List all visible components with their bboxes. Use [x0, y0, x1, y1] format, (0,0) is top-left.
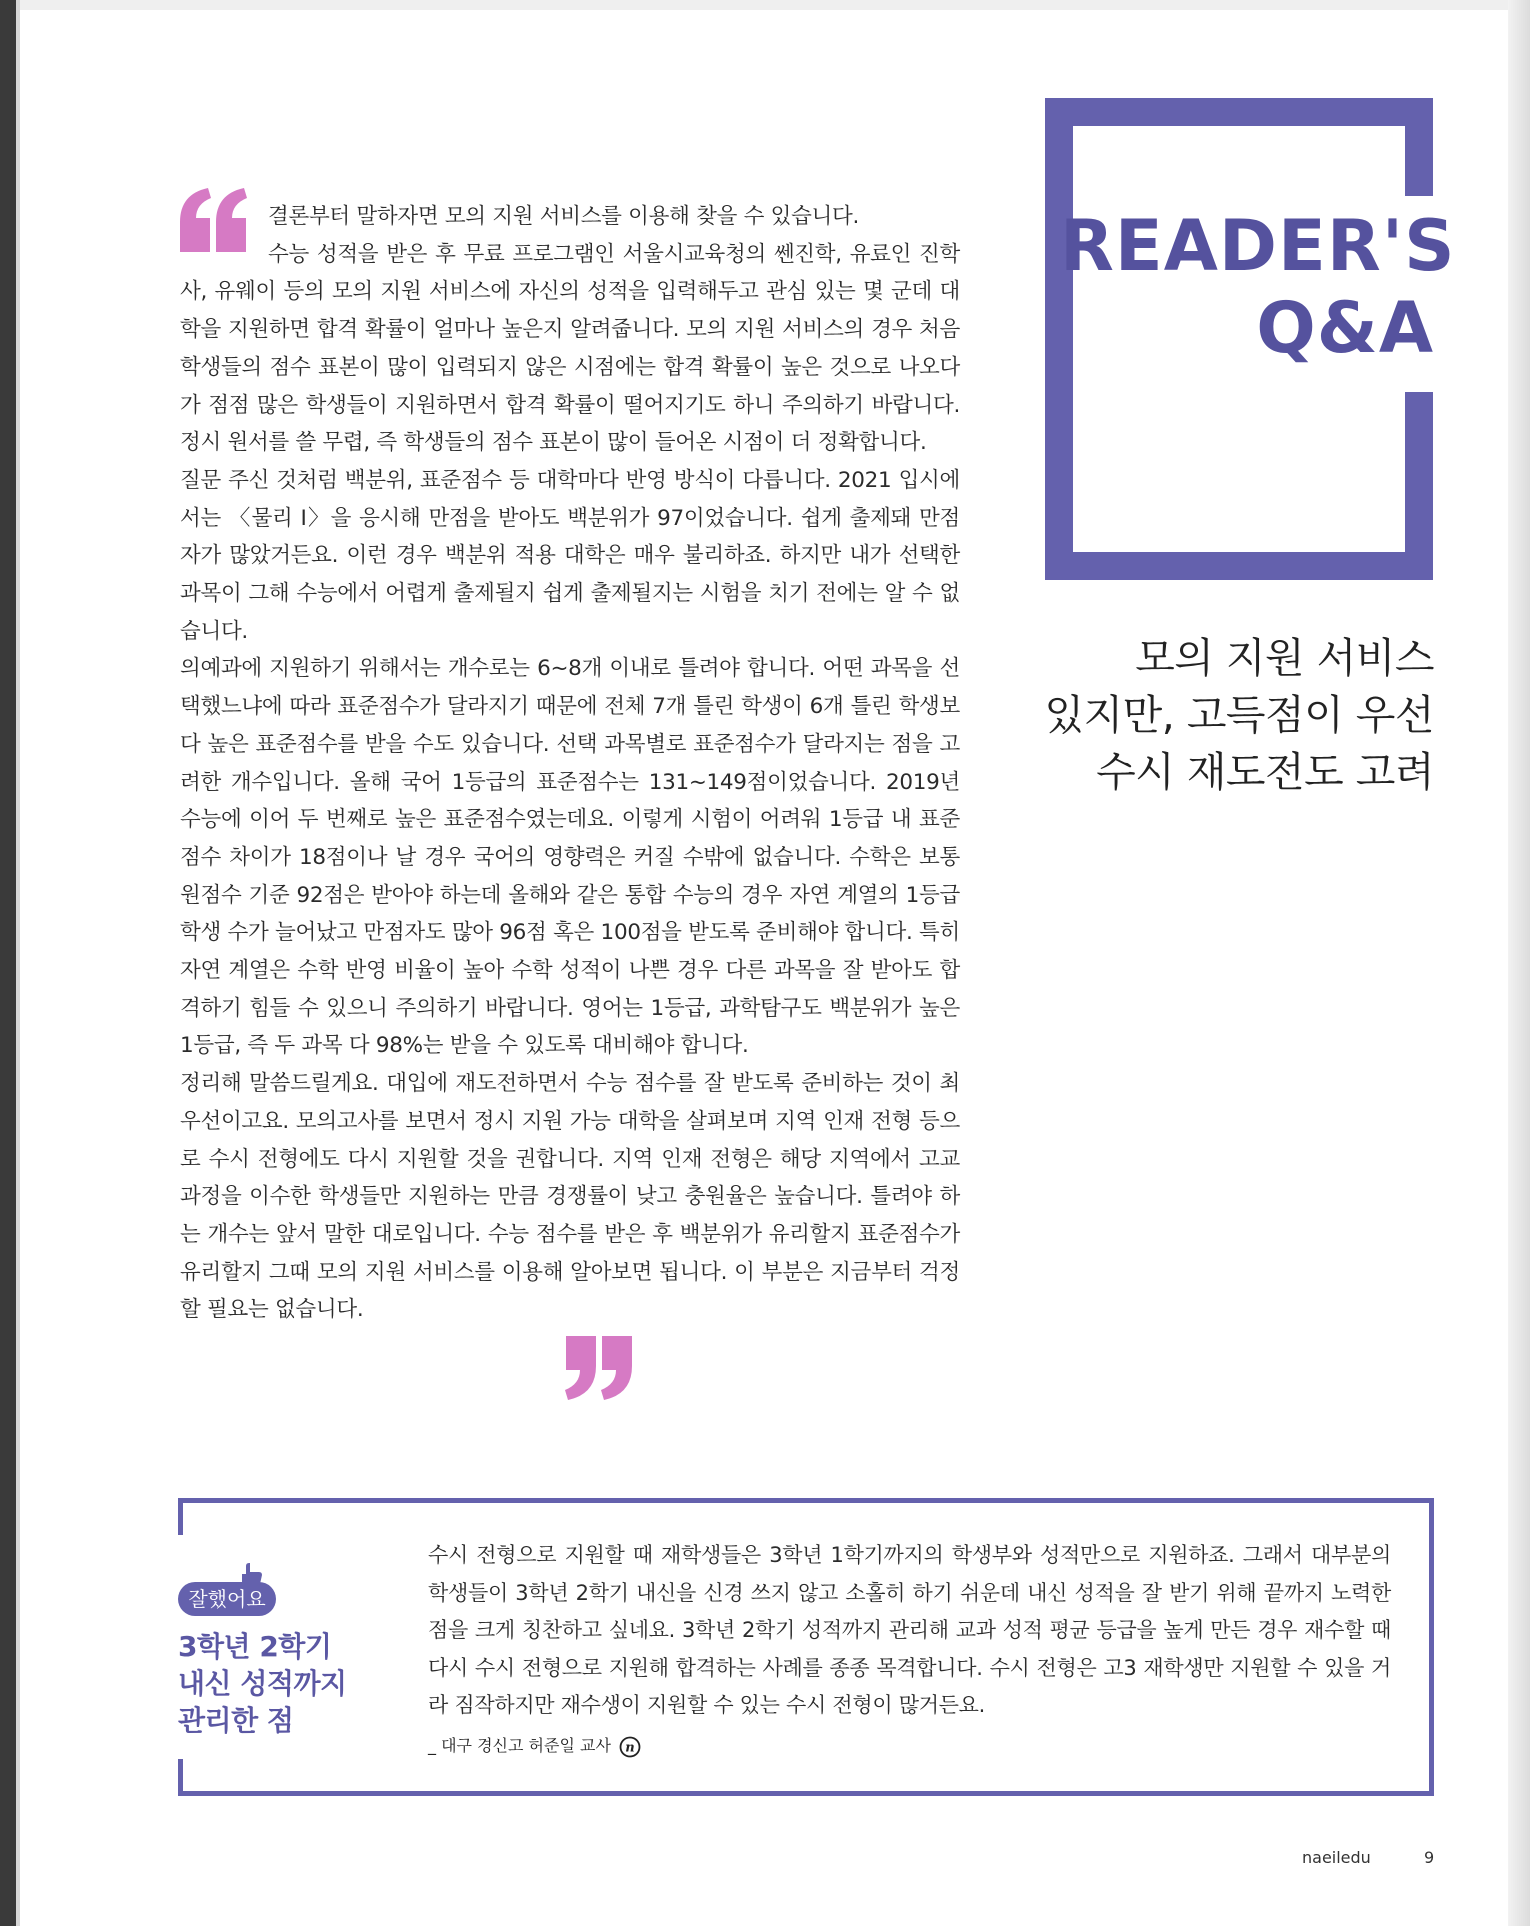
box-corner-top-left: [178, 1503, 183, 1535]
section-title-line: Q&A: [1256, 287, 1434, 369]
article-paragraph: 수능 성적을 받은 후 무료 프로그램인 서울시교육청의 쎈진학, 유료인 진학사, 유웨이 등의 모의 지원 서비스에 자신의 성적을 입력해두고 관심 있는 몇 군데 대학을 지원하면 합격 확률이 얼마나 높은지 알려줍니다. 모의 지원 서비스의 경우 처음 학생들의 점수 표본이 많이 입력되지 않은 시점에는 합격 확률이 높은 것으로 나오다가 점점 많은 학생들이 지원하면서 합격 확률이 떨어지기도 하니 주의하기 바랍니다. 정시 원서를 쓸 무렵, 즉 학생들의 점수 표본이 많이 들어온 시점이 더 정확합니다.: [180, 241, 960, 456]
praise-title-line: 3학년 2학기: [178, 1630, 332, 1663]
thumbs-up-icon: [238, 1562, 264, 1588]
article-paragraph: 질문 주신 것처럼 백분위, 표준점수 등 대학마다 반영 방식이 다릅니다. 2021 입시에서는 〈물리 Ⅰ〉을 응시해 만점을 받아도 백분위가 97이었습니다. 쉽게 출제돼 만점자가 많았거든요. 이런 경우 백분위 적용 대학은 매우 불리하죠. 하지만 내가 선택한 과목이 그해 수능에서 어렵게 출제될지 쉽게 출제될지는 시험을 치기 전에는 알 수 없습니다.: [180, 467, 960, 644]
signature-text: _ 대구 경신고 허준일 교사: [428, 1736, 611, 1755]
article-paragraph: 정리해 말씀드릴게요. 대입에 재도전하면서 수능 점수를 잘 받도록 준비하는 것이 최우선이고요. 모의고사를 보면서 정시 지원 가능 대학을 살펴보며 지역 인재 전형 등으로 수시 전형에도 다시 지원할 것을 권합니다. 지역 인재 전형은 해당 지역에서 고교 과정을 이수한 학생들만 지원하는 만큼 경쟁률이 낮고 충원율은 높습니다. 틀려야 하는 개수는 앞서 말한 대로입니다. 수능 점수를 받은 후 백분위가 유리할지 표준점수가 유리할지 그때 모의 지원 서비스를 이용해 알아보면 됩니다. 이 부분은 지금부터 걱정할 필요는 없습니다.: [180, 1071, 960, 1323]
naeil-logo-icon: [619, 1736, 641, 1758]
section-title: [1060, 205, 1456, 369]
page-binding-highlight: [16, 0, 20, 1926]
footer-brand: naeiledu: [1302, 1848, 1371, 1867]
article-paragraph: 의예과에 지원하기 위해서는 개수로는 6~8개 이내로 틀려야 합니다. 어떤 과목을 선택했느냐에 따라 표준점수가 달라지기 때문에 전체 7개 틀린 학생이 6개 틀린 학생보다 높은 표준점수를 받을 수도 있습니다. 선택 과목별로 표준점수가 달라지는 점을 고려한 개수입니다. 올해 국어 1등급의 표준점수는 131~149점이었습니다. 2019년 수능에 이어 두 번째로 높은 표준점수였는데요. 이렇게 시험이 어려워 1등급 내 표준점수 차이가 18점이나 날 경우 국어의 영향력은 커질 수밖에 없습니다. 수학은 보통 원점수 기준 92점은 받아야 하는데 올해와 같은 통합 수능의 경우 자연 계열의 1등급 학생 수가 늘어났고 만점자도 많아 96점 혹은 100점을 받도록 준비해야 합니다. 특히 자연 계열은 수학 반영 비율이 높아 수학 성적이 나쁜 경우 다른 과목을 잘 받아도 합격하기 힘들 수 있으니 주의하기 바랍니다. 영어는 1등급, 과학탐구도 백분위가 높은 1등급, 즉 두 과목 다 98%는 받을 수 있도록 대비해야 합니다.: [180, 656, 960, 1059]
box-corner-bottom-left: [178, 1759, 183, 1791]
box-border-right: [1429, 1503, 1434, 1791]
article-headline: [1020, 630, 1434, 801]
praise-body: [428, 1537, 1391, 1725]
praise-title: [178, 1628, 388, 1739]
close-quote-icon: [562, 1334, 634, 1402]
qa-frame-border-right-top: [1405, 98, 1433, 196]
page-top-edge: [20, 0, 1508, 10]
headline-line: 모의 지원 서비스: [1135, 634, 1434, 682]
qa-frame-border-right-bottom: [1405, 392, 1433, 580]
headline-line: 수시 재도전도 고려: [1096, 748, 1434, 796]
praise-title-line: 관리한 점: [178, 1704, 294, 1737]
naeil-logo-letter: n: [625, 1740, 635, 1755]
page-right-edge: [1508, 0, 1530, 1926]
praise-paragraph: 수시 전형으로 지원할 때 재학생들은 3학년 1학기까지의 학생부와 성적만으로 지원하죠. 그래서 대부분의 학생들이 3학년 2학기 내신을 신경 쓰지 않고 소홀히 하기 쉬운데 내신 성적을 잘 받기 위해 끝까지 노력한 점을 크게 칭찬하고 싶네요. 3학년 2학기 성적까지 관리해 교과 성적 평균 등급을 높게 만든 경우 재수할 때 다시 수시 전형으로 지원해 합격하는 사례를 종종 목격합니다. 수시 전형은 고3 재학생만 지원할 수 있을 거라 짐작하지만 재수생이 지원할 수 있는 수시 전형이 많거든요.: [428, 1543, 1391, 1717]
article-paragraph: 결론부터 말하자면 모의 지원 서비스를 이용해 찾을 수 있습니다.: [268, 204, 860, 229]
praise-title-line: 내신 성적까지: [178, 1667, 347, 1700]
page-binding-edge: [0, 0, 16, 1926]
praise-signature: [428, 1733, 641, 1759]
page-number: 9: [1424, 1848, 1435, 1867]
section-title-line: READER'S: [1060, 205, 1456, 287]
headline-line: 있지만, 고득점이 우선: [1044, 691, 1434, 739]
praise-badge: [178, 1570, 278, 1616]
article-body: [180, 198, 960, 1329]
praise-badge-label: 잘했어요: [178, 1582, 276, 1616]
